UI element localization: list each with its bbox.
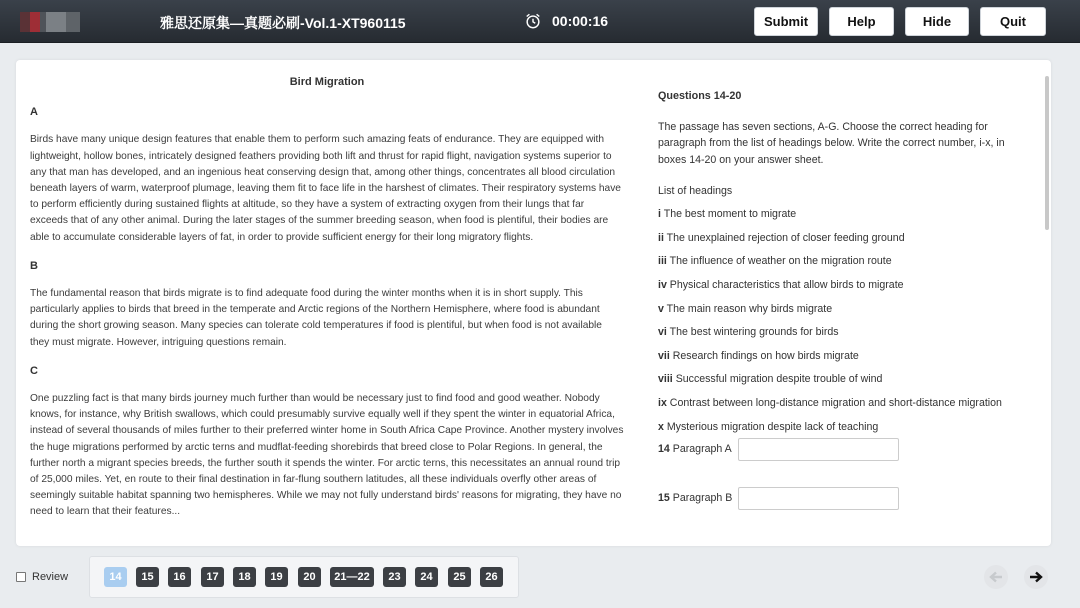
- quit-button[interactable]: Quit: [980, 7, 1046, 36]
- question-nav-button[interactable]: 17: [201, 567, 224, 587]
- section-text-a: Birds have many unique design features that enable them to perform such amazing feats of endurance. They are equipped with lightweight, hollow bones, intricately designed feathers providing both lift and thrust for rapid flight, navigation systems superior to any that man has developed, and an ingenious heat conserving design that, among other things, concentrates all blood circulation beneath layers of warm, waterproof plumage, leaving them fit to face life in the harshest of climates. Their respiratory systems have to perform efficiently during sustained flights at altitude, so they have a system of extracting oxygen from their lungs that far exceeds that of any other animal. During the later stages of the summer breeding season, when food is plentiful, their bodies are able to accumulate considerable layers of fat, in order to provide sufficient energy for their long migratory flights.: [30, 134, 621, 243]
- heading-item: iv Physical characteristics that allow birds to migrate: [658, 279, 904, 291]
- submit-button[interactable]: Submit: [754, 7, 818, 36]
- previous-button[interactable]: [984, 565, 1008, 589]
- review-checkbox[interactable]: [16, 571, 68, 583]
- headings-list-label: List of headings: [658, 185, 733, 198]
- question-label: Paragraph B: [672, 492, 733, 505]
- question-label: Paragraph A: [672, 443, 732, 456]
- heading-item: x Mysterious migration despite lack of teaching: [658, 420, 879, 433]
- timer: [524, 12, 608, 30]
- section-text-b: The fundamental reason that birds migrate is to find adequate food during the winter months when it is in short supply. This particularly applies to birds that breed in the temperate and Arctic regions of the Northern Hemisphere, where food is abundant during the short growing season. Many species can tolerate cold temperatures if food is plentiful, but when food is not available they must migrate. However, intriguing questions remain.: [30, 288, 602, 348]
- arrow-left-icon: [989, 570, 1003, 584]
- question-nav-button[interactable]: 20: [298, 567, 321, 587]
- questions-heading: Questions 14-20: [658, 90, 742, 102]
- hide-button[interactable]: Hide: [905, 7, 969, 36]
- section-text-c: One puzzling fact is that many birds journey much further than would be necessary just to find food and good weather. Nobody knows, for instance, why British swallows, which could presumably survive equally well if they spent the winter in equatorial Africa, instead of several thousands of miles further to their preferred winter home in South Africa Cape Province. Another mystery involves the huge migrations performed by arctic terns and mudflat-feeding shorebirds that breed close to Polar Regions. In general, the further north a migrant species breeds, the further south it spends the winter. For arctic terns, this necessitates an annual round trip of 25,000 miles. Yet, en route to their final destination in far-flung southern latitudes, all these individuals overfly other areas of seemingly suitable habitat spanning two hemispheres. While we may not fully understand birds' reasons for migrating, they have no need to learn that their features...: [30, 393, 624, 518]
- question-nav-button[interactable]: 25: [448, 567, 471, 587]
- heading-item: vi The best wintering grounds for birds: [658, 326, 839, 339]
- review-label: Review: [32, 571, 69, 583]
- heading-item: ii The unexplained rejection of closer feeding ground: [658, 231, 905, 244]
- timer-value: 00:00:16: [552, 13, 609, 29]
- content-panel: [16, 60, 1051, 546]
- help-button[interactable]: Help: [829, 7, 894, 36]
- heading-item: iii The influence of weather on the migration route: [658, 255, 892, 268]
- top-bar: [0, 0, 1080, 43]
- heading-item: ix Contrast between long-distance migration and short-distance migration: [658, 396, 1002, 409]
- question-nav-button[interactable]: 23: [383, 567, 406, 587]
- section-label-c: C: [30, 364, 38, 377]
- question-nav-button[interactable]: 19: [265, 567, 288, 587]
- question-nav-button[interactable]: 26: [480, 567, 503, 587]
- answer-row-15: [658, 487, 1028, 510]
- section-label-b: B: [30, 259, 38, 272]
- heading-item: vii Research findings on how birds migrate: [658, 349, 859, 362]
- passage-title: Bird Migration: [289, 76, 365, 88]
- checkbox-icon[interactable]: [16, 572, 26, 582]
- arrow-right-icon: [1029, 570, 1043, 584]
- heading-item: v The main reason why birds migrate: [658, 302, 833, 315]
- question-nav-button[interactable]: 21—22: [330, 567, 374, 587]
- question-number: 14: [658, 443, 670, 456]
- question-nav-button[interactable]: 15: [136, 567, 159, 587]
- questions-instructions: The passage has seven sections, A-G. Choose the correct heading for paragraph from the list of headings below. Write the correct number, i-x, in boxes 14-20 on your answer sheet.: [658, 121, 1005, 166]
- question-nav-button[interactable]: 16: [168, 567, 191, 587]
- question-nav-button[interactable]: 14: [104, 567, 127, 587]
- answer-input-14[interactable]: [738, 438, 899, 461]
- question-nav-button[interactable]: 18: [233, 567, 256, 587]
- answer-input-15[interactable]: [738, 487, 899, 510]
- alarm-clock-icon: [524, 12, 542, 30]
- next-button[interactable]: [1024, 565, 1048, 589]
- question-number: 15: [658, 492, 670, 505]
- questions-pane: [658, 90, 1028, 536]
- answer-row-14: [658, 438, 1028, 461]
- exam-title: 雅思还原集—真题必刷-Vol.1-XT960115: [160, 15, 406, 31]
- app-logo: [20, 12, 92, 32]
- section-label-a: A: [30, 106, 38, 119]
- heading-item: i The best moment to migrate: [658, 208, 797, 221]
- question-nav-button[interactable]: 24: [415, 567, 438, 587]
- heading-item: viii Successful migration despite trouble of wind: [658, 373, 883, 386]
- reading-passage[interactable]: [30, 74, 624, 534]
- questions-scrollbar[interactable]: [1045, 76, 1049, 230]
- question-navigator: [89, 556, 519, 598]
